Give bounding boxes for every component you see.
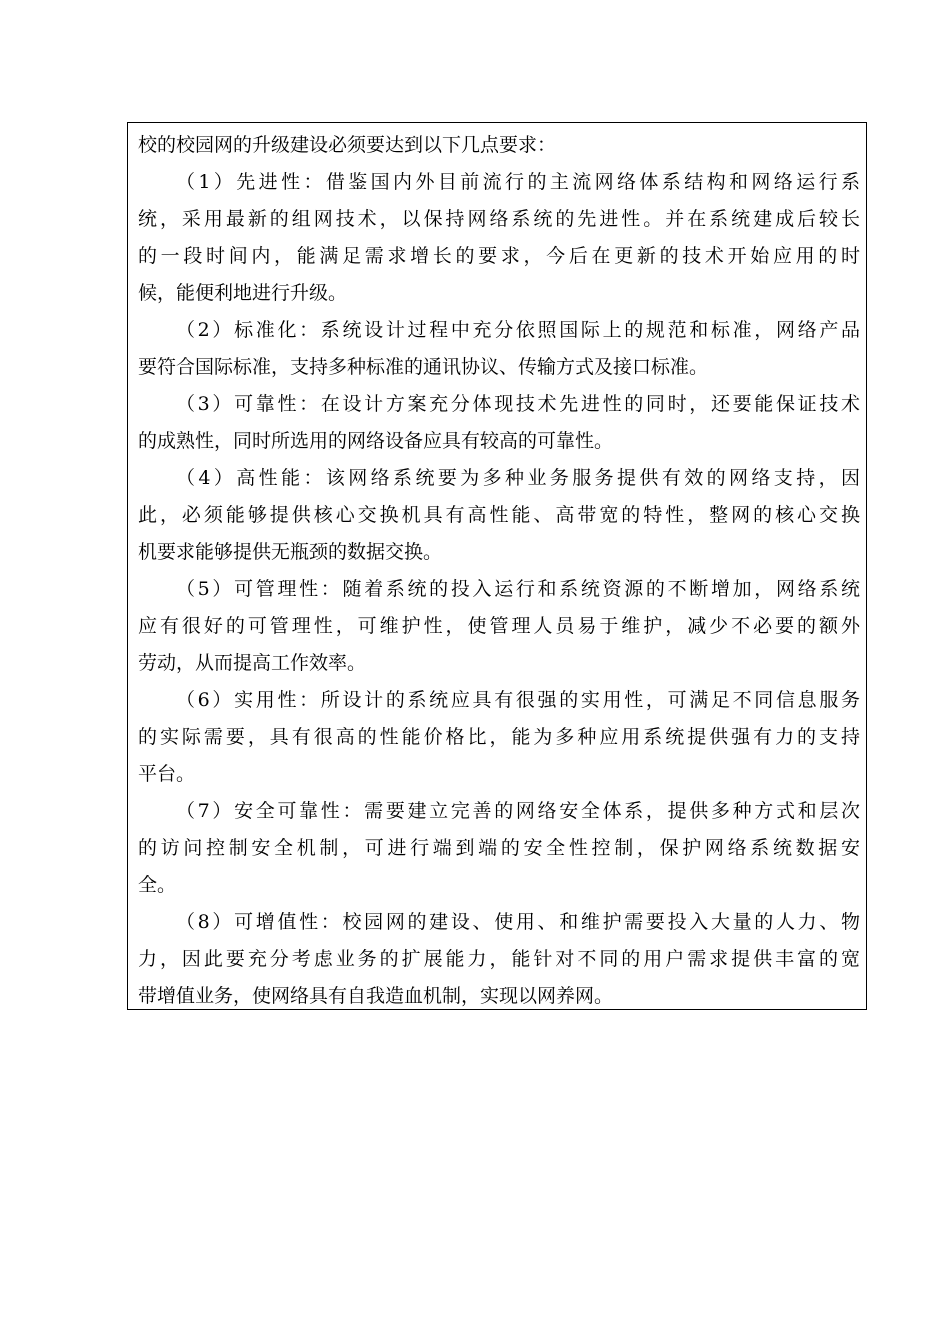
paragraph: [138, 127, 860, 164]
paragraph: [138, 386, 860, 460]
text-line: 的实际需要，具有很高的性能价格比，能为多种应用系统提供强有力的支持: [138, 726, 860, 748]
text-line: 平台。: [138, 763, 196, 785]
paragraph: [138, 904, 860, 1015]
table-cell-frame: [127, 122, 867, 1010]
text-line: 的一段时间内，能满足需求增长的要求，今后在更新的技术开始应用的时: [138, 245, 860, 267]
text-line: （6）实用性：所设计的系统应具有很强的实用性，可满足不同信息服务: [176, 689, 860, 711]
text-line: 统，采用最新的组网技术，以保持网络系统的先进性。并在系统建成后较长: [138, 208, 860, 230]
paragraph: [138, 460, 860, 571]
text-line: （4）高性能：该网络系统要为多种业务服务提供有效的网络支持，因: [176, 467, 860, 489]
text-line: （7）安全可靠性：需要建立完善的网络安全体系，提供多种方式和层次: [176, 800, 860, 822]
text-line: （5）可管理性：随着系统的投入运行和系统资源的不断增加，网络系统: [176, 578, 860, 600]
text-line: （2）标准化：系统设计过程中充分依照国际上的规范和标准，网络产品: [176, 319, 860, 341]
text-line: 机要求能够提供无瓶颈的数据交换。: [138, 541, 443, 563]
text-line: 校的校园网的升级建设必须要达到以下几点要求：: [138, 134, 557, 156]
text-line: 劳动，从而提高工作效率。: [138, 652, 367, 674]
paragraph: [138, 571, 860, 682]
paragraph: [138, 682, 860, 793]
paragraph: [138, 312, 860, 386]
paragraph: [138, 793, 860, 904]
text-line: 全。: [138, 874, 177, 896]
document-body: [138, 127, 860, 1015]
text-line: （3）可靠性：在设计方案充分体现技术先进性的同时，还要能保证技术: [176, 393, 860, 415]
text-line: （1）先进性：借鉴国内外目前流行的主流网络体系结构和网络运行系: [176, 171, 860, 193]
text-line: 力，因此要充分考虑业务的扩展能力，能针对不同的用户需求提供丰富的宽: [138, 948, 860, 970]
text-line: 的访问控制安全机制，可进行端到端的安全性控制，保护网络系统数据安: [138, 837, 860, 859]
text-line: 此，必须能够提供核心交换机具有高性能、高带宽的特性，整网的核心交换: [138, 504, 860, 526]
text-line: （8）可增值性：校园网的建设、使用、和维护需要投入大量的人力、物: [176, 911, 860, 933]
text-line: 候，能便利地进行升级。: [138, 282, 348, 304]
text-line: 带增值业务，使网络具有自我造血机制，实现以网养网。: [138, 985, 614, 1007]
text-line: 的成熟性，同时所选用的网络设备应具有较高的可靠性。: [138, 430, 614, 452]
text-line: 应有很好的可管理性，可维护性，使管理人员易于维护，减少不必要的额外: [138, 615, 860, 637]
paragraph: [138, 164, 860, 312]
text-line: 要符合国际标准，支持多种标准的通讯协议、传输方式及接口标准。: [138, 356, 709, 378]
